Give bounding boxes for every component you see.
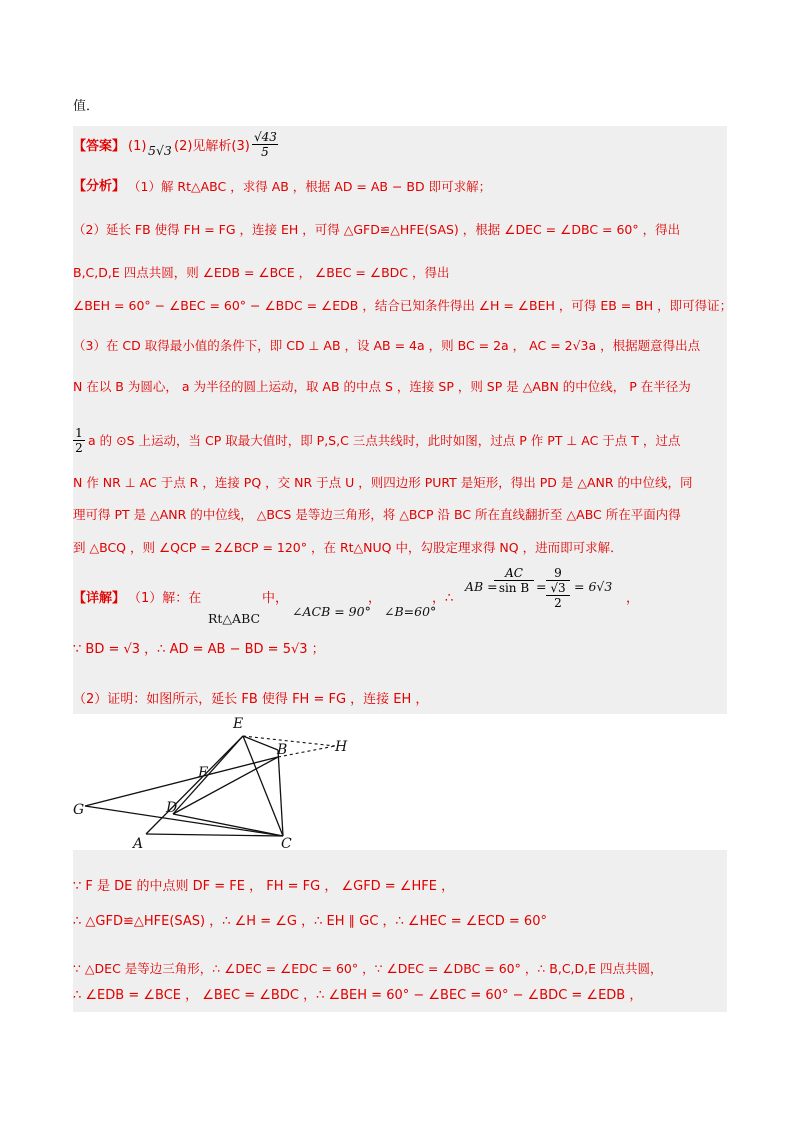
detail-comma1: ，	[368, 591, 382, 606]
answer-fraction-den: 5	[261, 145, 269, 159]
detail-angle-b: ∠B=60°	[384, 604, 437, 619]
detail-proof-intro: （2）证明：如图所示，延长 FB 使得 FH = FG ，连接 EH ，	[73, 692, 429, 707]
detail-frac-9-den	[546, 581, 570, 596]
analysis-line-8: N 作 NR ⊥ AC 于点 R ，连接 PQ ，交 NR 于点 U ，则四边形 PURT 是矩形，得出 PD 是 △ANR 的中位线，同	[73, 475, 693, 490]
detail-tag: 【详解】	[73, 591, 126, 606]
detail-frac-ac-num: AC	[494, 566, 534, 581]
detail-result: = 6√3	[574, 579, 613, 594]
answer-part1: (1)	[128, 139, 147, 154]
prev-page-tail: 值．	[73, 99, 100, 114]
analysis-line-3: B,C,D,E 四点共圆，则 ∠EDB = ∠BCE ， ∠BEC = ∠BDC ，得出	[73, 265, 450, 280]
detail-frac-2: 2	[554, 596, 562, 610]
half-fraction	[73, 426, 85, 455]
label-F: F	[198, 765, 208, 781]
detail-line-angles: ∴ ∠EDB = ∠BCE ， ∠BEC = ∠BDC ，∴ ∠BEH = 60° − ∠BEC = 60° − ∠BDC = ∠EDB ，	[73, 988, 643, 1003]
answer-tag: 【答案】	[73, 139, 126, 154]
label-C: C	[281, 836, 292, 850]
analysis-line-7: a 的 ⊙S 上运动，当 CP 取最大值时，即 P,S,C 三点共线时，此时如图，过点 P 作 PT ⊥ AC 于点 T ，过点	[88, 433, 681, 448]
analysis-tag: 【分析】	[73, 179, 126, 194]
label-B: B	[277, 742, 288, 758]
geometry-figure	[73, 714, 349, 850]
detail-line-midpoint: ∵ F 是 DE 的中点则 DF = FE ， FH = FG ， ∠GFD = ∠HFE ，	[73, 879, 455, 894]
answer-fraction	[252, 130, 278, 159]
detail-frac-9-num: 9	[546, 566, 570, 581]
detail-angle-acb: ∠ACB = 90°	[292, 604, 371, 619]
analysis-line-5: （3）在 CD 取得最小值的条件下，即 CD ⊥ AB ，设 AB = 4a ，则 BC = 2a ， AC = 2√3a ，根据题意得出点	[73, 338, 701, 353]
solution-background-top	[73, 126, 727, 714]
detail-line-bd: ∵ BD = √3 ，∴ AD = AB − BD = 5√3 ；	[73, 642, 325, 657]
detail-ab: AB =	[465, 579, 498, 594]
analysis-line-4: ∠BEH = 60° − ∠BEC = 60° − ∠BDC = ∠EDB ，结合已知条件得出 ∠H = ∠BEH ，可得 EB = BH ，即可得证；	[73, 298, 733, 313]
detail-triangle: Rt△ABC	[208, 611, 261, 626]
analysis-line-9: 理可得 PT 是 △ANR 的中位线， △BCS 是等边三角形，将 △BCP 沿 BC 所在直线翻折至 △ABC 所在平面内得	[73, 507, 681, 522]
detail-middle: 中，	[262, 591, 289, 606]
half-den: 2	[75, 441, 83, 455]
label-H: H	[335, 739, 348, 755]
label-G: G	[73, 802, 85, 818]
answer-part2-3: (2)见解析(3)	[174, 139, 250, 154]
detail-intro: （1）解：在	[128, 591, 202, 606]
detail-frac-ac	[494, 566, 534, 595]
label-D: D	[166, 800, 178, 816]
label-A: A	[133, 836, 144, 850]
detail-comma2: ，	[626, 591, 640, 606]
analysis-line-2: （2）延长 FB 使得 FH = FG ，连接 EH ，可得 △GFD≌△HFE(SAS) ，根据 ∠DEC = ∠DBC = 60° ，得出	[73, 222, 681, 237]
detail-eq: =	[536, 579, 547, 594]
detail-frac-9	[546, 566, 570, 610]
figure-background	[73, 714, 349, 850]
analysis-line-6: N 在以 B 为圆心， a 为半径的圆上运动，取 AB 的中点 S ，连接 SP ，则 SP 是 △ABN 的中位线， P 在半径为	[73, 379, 691, 394]
answer-fraction-num: √43	[254, 130, 277, 144]
detail-therefore: ，∴	[432, 591, 454, 606]
detail-frac-sqrt3: √3	[550, 581, 566, 595]
answer-value1: 5√3	[148, 143, 172, 158]
analysis-line-10: 到 △BCQ ，则 ∠QCP = 2∠BCP = 120° ，在 Rt△NUQ 中，勾股定理求得 NQ ，进而即可求解．	[73, 540, 623, 555]
analysis-line-1: （1）解 Rt△ABC ，求得 AB ，根据 AD = AB − BD 即可求解；	[128, 179, 492, 194]
label-E: E	[233, 716, 244, 732]
detail-line-congruent: ∴ △GFD≌△HFE(SAS) ，∴ ∠H = ∠G ，∴ EH ∥ GC ，∴ ∠HEC = ∠ECD = 60°	[73, 914, 547, 929]
half-num: 1	[73, 426, 85, 441]
detail-frac-ac-den: sin B	[498, 581, 530, 595]
detail-line-equilateral: ∵ △DEC 是等边三角形，∴ ∠DEC = ∠EDC = 60° ，∵ ∠DEC = ∠DBC = 60° ，∴ B,C,D,E 四点共圆，	[73, 961, 663, 976]
